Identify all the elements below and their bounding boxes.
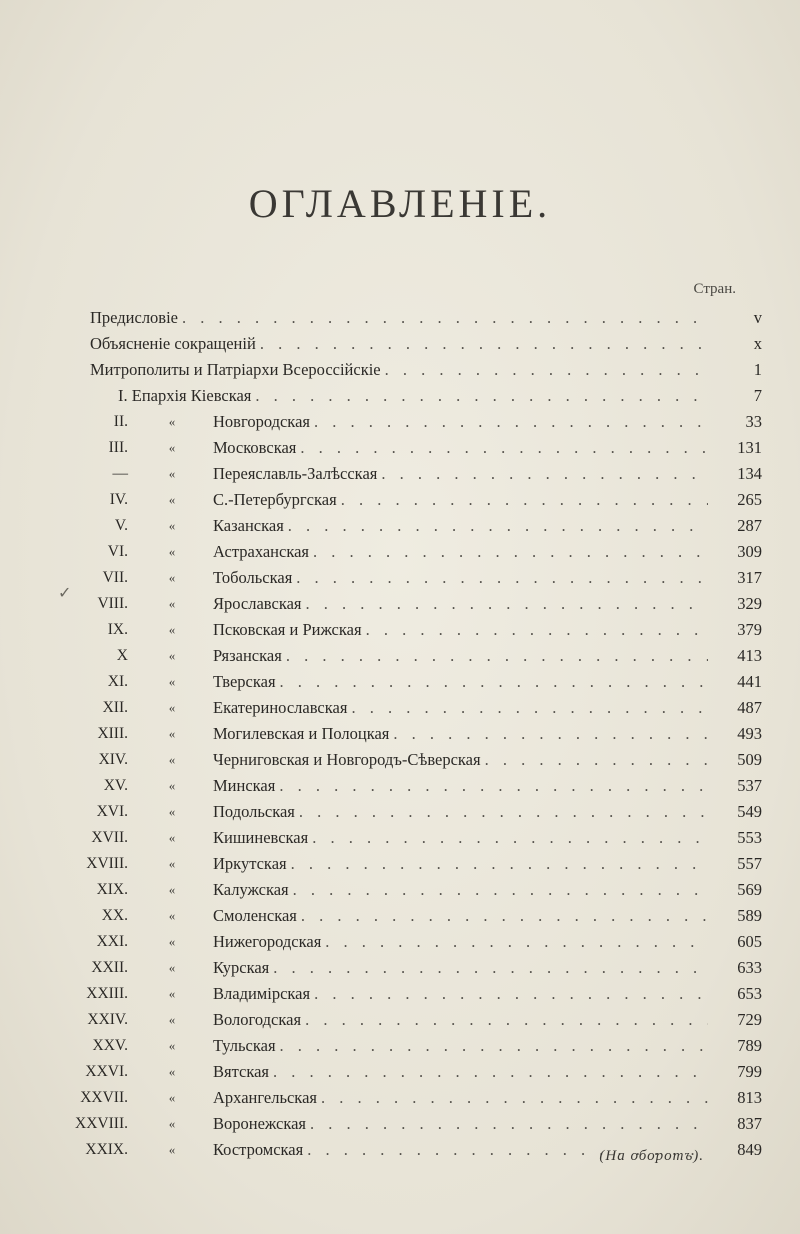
eparchy-name: Тверская	[213, 672, 276, 691]
eparchy-name: Переяславль-Залѣсская	[213, 464, 378, 483]
dot-leader	[393, 721, 708, 747]
roman-numeral: V.	[114, 517, 128, 534]
dot-leader	[485, 747, 708, 773]
eparchy-name: Воронежская	[213, 1114, 307, 1133]
ditto-mark: «	[168, 596, 176, 611]
dot-leader	[300, 435, 708, 461]
roman-numeral: XIII.	[97, 725, 128, 742]
roman-numeral: XVIII.	[86, 855, 128, 872]
eparchy-name: Нижегородская	[213, 932, 322, 951]
dot-leader	[288, 513, 708, 539]
roman-numeral: XI.	[107, 673, 128, 690]
toc-page-number: 729	[737, 1010, 762, 1029]
dot-leader	[286, 643, 708, 669]
eparchy-name: Иркутская	[213, 854, 287, 873]
toc-page-number: 653	[737, 984, 762, 1003]
eparchy-name: Минская	[213, 776, 276, 795]
ditto-mark: «	[168, 414, 176, 429]
dot-leader	[313, 539, 708, 565]
roman-numeral: XXII.	[91, 959, 128, 976]
toc-row	[0, 773, 800, 799]
toc-row	[0, 539, 800, 565]
ditto-mark: «	[168, 570, 176, 585]
toc-page-number: 131	[737, 438, 762, 457]
dot-leader	[293, 877, 708, 903]
ditto-mark: «	[168, 544, 176, 559]
roman-numeral: X	[116, 647, 128, 664]
margin-check-mark: ✓	[58, 585, 72, 602]
dot-leader	[321, 1085, 708, 1111]
dot-leader	[305, 1007, 708, 1033]
eparchy-name: Тобольская	[213, 568, 293, 587]
dot-leader	[280, 669, 708, 695]
dot-leader	[381, 461, 708, 487]
eparchy-name: Тульская	[213, 1036, 276, 1055]
toc-page-number: 789	[737, 1036, 762, 1055]
roman-numeral: VIII.	[97, 595, 128, 612]
roman-numeral: II.	[113, 413, 128, 430]
toc-entry-title: Митрополиты и Патріархи Всероссійскіе	[90, 360, 381, 379]
dot-leader	[312, 825, 708, 851]
toc-page-number: 265	[737, 490, 762, 509]
toc-page-number: 509	[737, 750, 762, 769]
dot-leader	[325, 929, 708, 955]
toc-page-number: 605	[737, 932, 762, 951]
toc-page-number: 549	[737, 802, 762, 821]
dot-leader	[301, 903, 708, 929]
toc-page-number: 379	[737, 620, 762, 639]
eparchy-name: С.-Петербургская	[213, 490, 337, 509]
page-title: ОГЛАВЛЕНІЕ.	[248, 181, 552, 226]
ditto-mark: «	[168, 648, 176, 663]
eparchy-name: Рязанская	[213, 646, 282, 665]
dot-leader	[255, 383, 708, 409]
toc-page-number: 1	[753, 360, 762, 379]
ditto-mark: «	[168, 986, 176, 1001]
roman-numeral: XXIV.	[87, 1011, 128, 1028]
toc-entry-title: Объясненіе сокращеній	[90, 334, 256, 353]
ditto-mark: «	[168, 726, 176, 741]
dot-leader	[291, 851, 708, 877]
roman-numeral: IV.	[109, 491, 128, 508]
eparchy-name: Новгородская	[213, 412, 310, 431]
continued-note: (На оборотъ).	[599, 1148, 704, 1164]
toc-row	[0, 1085, 800, 1111]
toc-row	[0, 513, 800, 539]
ditto-mark: «	[168, 674, 176, 689]
dot-leader	[299, 799, 708, 825]
toc-row	[0, 487, 800, 513]
ditto-mark: «	[168, 1038, 176, 1053]
eparchy-name: Псковская и Рижская	[213, 620, 362, 639]
toc-page-number: 134	[737, 464, 762, 483]
toc-row	[0, 643, 800, 669]
dot-leader	[366, 617, 708, 643]
roman-numeral: XXV.	[92, 1037, 128, 1054]
toc-page-number: 487	[737, 698, 762, 717]
roman-numeral: XXI.	[96, 933, 128, 950]
ditto-mark: «	[168, 960, 176, 975]
toc-page-number: 589	[737, 906, 762, 925]
eparchy-name: Костромская	[213, 1140, 304, 1159]
toc-row	[0, 851, 800, 877]
roman-numeral: XVII.	[91, 829, 128, 846]
toc-row	[0, 1111, 800, 1137]
ditto-mark: «	[168, 440, 176, 455]
dot-leader	[296, 565, 708, 591]
eparchy-name: Владимірская	[213, 984, 311, 1003]
ditto-mark: «	[168, 908, 176, 923]
dot-leader	[314, 409, 708, 435]
roman-numeral: III.	[108, 439, 128, 456]
ditto-mark: «	[168, 518, 176, 533]
toc-page-number: 553	[737, 828, 762, 847]
dot-leader	[273, 955, 708, 981]
toc-page-number: 441	[737, 672, 762, 691]
toc-row	[0, 877, 800, 903]
dot-leader	[310, 1111, 708, 1137]
roman-numeral: VII.	[102, 569, 128, 586]
eparchy-name: Черниговская и Новгородъ-Сѣверская	[213, 750, 481, 769]
ditto-mark: «	[168, 856, 176, 871]
toc-row-abbreviations	[0, 331, 800, 357]
roman-numeral: XIX.	[96, 881, 128, 898]
toc-row	[0, 1033, 800, 1059]
ditto-mark: «	[168, 466, 176, 481]
toc-page-number: 287	[737, 516, 762, 535]
ditto-mark: «	[168, 804, 176, 819]
ditto-mark: «	[168, 1064, 176, 1079]
eparchy-name: Архангельская	[213, 1088, 317, 1107]
eparchy-name: Калужская	[213, 880, 289, 899]
toc-row	[0, 1059, 800, 1085]
dot-leader	[260, 331, 708, 357]
toc-page-number: 569	[737, 880, 762, 899]
eparchy-name: Смоленская	[213, 906, 297, 925]
eparchy-name: Астраханская	[213, 542, 310, 561]
toc-row	[0, 929, 800, 955]
toc-row	[0, 721, 800, 747]
toc-row	[0, 1007, 800, 1033]
roman-numeral: IX.	[107, 621, 128, 638]
roman-numeral: XXVII.	[80, 1089, 128, 1106]
eparchy-name: Подольская	[213, 802, 295, 821]
ditto-mark: «	[168, 752, 176, 767]
toc-page-number: 837	[737, 1114, 762, 1133]
eparchy-name: Вятская	[213, 1062, 270, 1081]
dot-leader	[273, 1059, 708, 1085]
toc-row	[0, 825, 800, 851]
eparchy-name: Ярославская	[213, 594, 302, 613]
toc-row	[0, 461, 800, 487]
toc-entry-title: Предисловіе	[90, 308, 179, 327]
ditto-mark: «	[168, 1116, 176, 1131]
toc-row	[0, 591, 800, 617]
toc-page-number: 849	[737, 1140, 762, 1159]
dot-leader	[306, 591, 709, 617]
roman-numeral: XX.	[101, 907, 128, 924]
toc-row	[0, 435, 800, 461]
ditto-mark: «	[168, 492, 176, 507]
dot-leader	[182, 305, 708, 331]
toc-page-number: 813	[737, 1088, 762, 1107]
toc-page-number: 7	[753, 386, 762, 405]
toc-page-number: 317	[737, 568, 762, 587]
toc-page-number: v	[753, 308, 762, 327]
roman-numeral: —	[112, 465, 128, 482]
toc-entry-title: I. Епархія Кіевская	[118, 386, 252, 405]
toc-page-number: 557	[737, 854, 762, 873]
toc-row	[0, 409, 800, 435]
ditto-mark: «	[168, 1012, 176, 1027]
toc-row	[0, 799, 800, 825]
toc-page-number: 493	[737, 724, 762, 743]
dot-leader	[314, 981, 708, 1007]
ditto-mark: «	[168, 778, 176, 793]
dot-leader	[385, 357, 708, 383]
toc-row-preface	[0, 305, 800, 331]
toc-row-kiev	[0, 383, 800, 409]
toc-row	[0, 747, 800, 773]
toc-page-number: 633	[737, 958, 762, 977]
ditto-mark: «	[168, 1142, 176, 1157]
roman-numeral: XXVI.	[85, 1063, 128, 1080]
ditto-mark: «	[168, 882, 176, 897]
toc-page-number: 413	[737, 646, 762, 665]
ditto-mark: «	[168, 1090, 176, 1105]
toc-page-number: 309	[737, 542, 762, 561]
roman-numeral: XXIX.	[85, 1141, 128, 1158]
eparchy-name: Московская	[213, 438, 297, 457]
toc-row	[0, 617, 800, 643]
eparchy-name: Могилевская и Полоцкая	[213, 724, 390, 743]
roman-numeral: XV.	[103, 777, 128, 794]
roman-numeral: XII.	[102, 699, 128, 716]
roman-numeral: XVI.	[96, 803, 128, 820]
eparchy-name: Екатеринославская	[213, 698, 348, 717]
roman-numeral: XXVIII.	[75, 1115, 128, 1132]
toc-page-number: 537	[737, 776, 762, 795]
roman-numeral: XXIII.	[86, 985, 128, 1002]
roman-numeral: VI.	[107, 543, 128, 560]
toc-row-metropolitans	[0, 357, 800, 383]
dot-leader	[351, 695, 708, 721]
pages-column-header: Стран.	[693, 281, 736, 297]
toc-row	[0, 565, 800, 591]
toc-page-number: 799	[737, 1062, 762, 1081]
ditto-mark: «	[168, 700, 176, 715]
toc-page-number: 329	[737, 594, 762, 613]
ditto-mark: «	[168, 622, 176, 637]
toc-row	[0, 695, 800, 721]
dot-leader	[341, 487, 708, 513]
eparchy-name: Курская	[213, 958, 270, 977]
eparchy-name: Кишиневская	[213, 828, 309, 847]
eparchy-name: Казанская	[213, 516, 284, 535]
eparchy-name: Вологодская	[213, 1010, 302, 1029]
dot-leader	[280, 1033, 708, 1059]
ditto-mark: «	[168, 934, 176, 949]
toc-page-number: 33	[745, 412, 762, 431]
toc-page-number: x	[753, 334, 762, 353]
toc-row	[0, 903, 800, 929]
dot-leader	[279, 773, 708, 799]
ditto-mark: «	[168, 830, 176, 845]
toc-row	[0, 669, 800, 695]
roman-numeral: XIV.	[98, 751, 128, 768]
toc-row	[0, 981, 800, 1007]
toc-row	[0, 955, 800, 981]
